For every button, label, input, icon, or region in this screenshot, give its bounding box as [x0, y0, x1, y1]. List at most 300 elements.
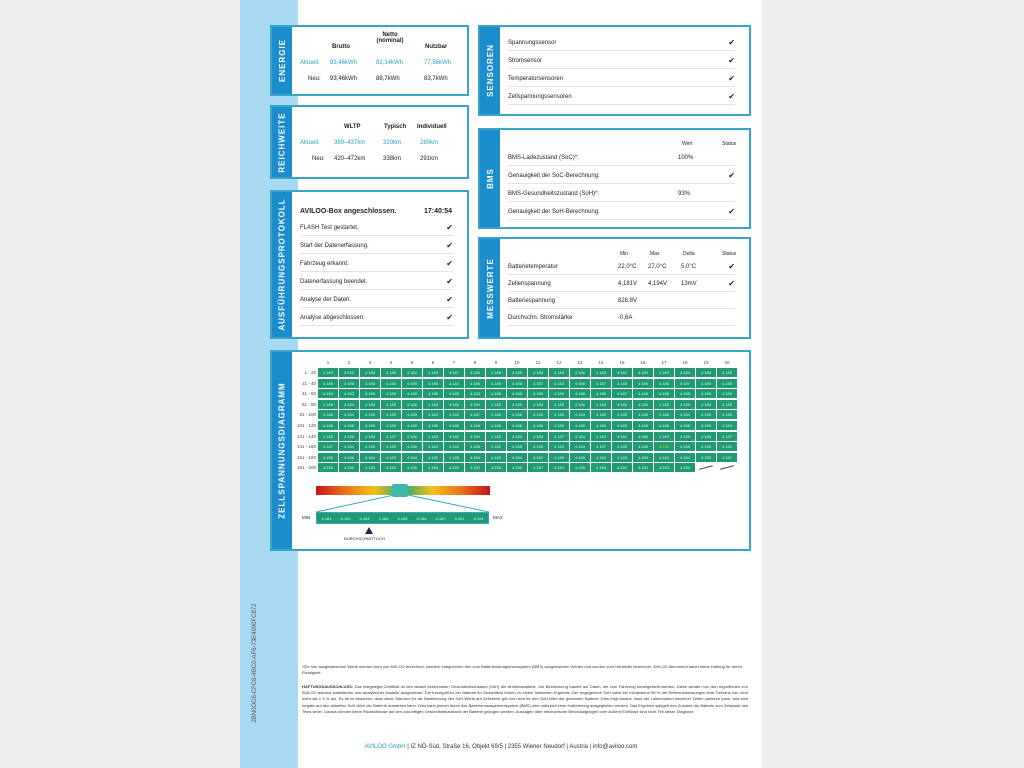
cell-voltage: 4.192: [339, 368, 359, 377]
cell-voltage: 4.186: [318, 453, 338, 462]
check-icon: ✔: [446, 313, 453, 322]
messwert-delta: 13mV: [681, 280, 697, 287]
cell-voltage: 4.185: [507, 368, 527, 377]
sensor-label: Zellspannungssensoren: [508, 93, 572, 100]
column-header: 6: [431, 360, 435, 365]
cell-voltage: 4.185: [633, 389, 653, 398]
row-label: 41 - 60: [301, 391, 316, 397]
protocol-item-label: Analyse der Daten.: [300, 296, 352, 303]
cell-voltage: 4.185: [633, 410, 653, 419]
sensor-item: [508, 89, 735, 105]
column-header: 11: [535, 360, 541, 365]
cell-voltage: 4.186: [675, 421, 695, 430]
cell-voltage: 4.185: [549, 400, 569, 409]
protocol-item-label: FLASH Test gestartet.: [300, 224, 359, 231]
cell-voltage: 4.183: [549, 442, 569, 451]
cell-voltage: 4.184: [318, 389, 338, 398]
messwert-row: [508, 310, 735, 326]
cell-voltage: 4.186: [381, 389, 401, 398]
cell-voltage: 4.183: [423, 368, 443, 377]
col-min: Min: [620, 251, 629, 257]
scale-value: 4.185: [397, 515, 408, 521]
scale-value: 4.181: [321, 515, 332, 521]
cell-voltage: 4.184: [465, 432, 485, 441]
cell-voltage: 4.185: [402, 410, 422, 419]
header: WLTP: [344, 124, 361, 130]
protokoll-box: [270, 190, 469, 339]
row-label: 61 - 80: [301, 401, 316, 407]
diagramm-label: ZELLSPANNUNGSDIAGRAMM: [277, 382, 287, 519]
cell-voltage: 4.185: [360, 400, 380, 409]
cell-voltage: 4.185: [633, 421, 653, 430]
cell-voltage: 4.186: [444, 400, 464, 409]
cell-voltage: 4.185: [633, 442, 653, 451]
energie-box: [270, 25, 469, 96]
protocol-item: [300, 274, 453, 290]
cell-voltage: 4.185: [717, 368, 737, 377]
value: 338km: [383, 156, 402, 162]
cell-voltage: 4.185: [381, 410, 401, 419]
cell-voltage: 4.185: [654, 400, 674, 409]
cell-voltage: 4.186: [612, 400, 632, 409]
cell-voltage: 4.185: [528, 368, 548, 377]
cell-voltage: 4.185: [444, 389, 464, 398]
messwerte-box: [478, 237, 751, 339]
cell-voltage: 4.185: [675, 442, 695, 451]
cell-voltage: 4.184: [339, 410, 359, 419]
protocol-item: [300, 220, 453, 236]
messwert-row: [508, 276, 735, 292]
cell-voltage: 4.183: [465, 389, 485, 398]
cell-voltage: 4.183: [612, 453, 632, 462]
cell-voltage: 4.185: [654, 421, 674, 430]
cell-voltage: 4.187: [528, 379, 548, 388]
cell-voltage: 4.186: [633, 432, 653, 441]
cell-voltage: 4.187: [675, 379, 695, 388]
cell-voltage: 4.185: [318, 421, 338, 430]
cell-voltage: 4.185: [318, 432, 338, 441]
check-icon: ✔: [728, 92, 735, 101]
cell-voltage: 4.186: [465, 421, 485, 430]
column-header: 10: [514, 360, 520, 365]
cell-voltage: 4.185: [717, 379, 737, 388]
footer-company: AVILOO GmbH: [364, 744, 406, 750]
cell-voltage: 4.185: [402, 400, 422, 409]
messwert-label: Durchschn. Stromstärke: [508, 314, 573, 321]
cell-voltage: 4.185: [591, 410, 611, 419]
check-icon: ✔: [728, 279, 735, 288]
row-label: 81 - 100: [299, 412, 316, 418]
value: 93,46kWh: [330, 60, 358, 66]
messwerte-label: MESSWERTE: [485, 257, 495, 319]
cell-voltage: 4.186: [381, 421, 401, 430]
cell-voltage: 4.187: [528, 463, 548, 472]
cell-voltage: 4.185: [570, 463, 590, 472]
cell-voltage: 4.186: [507, 379, 527, 388]
cell-voltage: 4.185: [318, 379, 338, 388]
cell-voltage: 4.185: [402, 389, 422, 398]
cell-voltage: 4.185: [444, 432, 464, 441]
cell-voltage: 4.184: [654, 453, 674, 462]
col-max: Max: [650, 251, 660, 257]
scale-value: 4.187: [435, 515, 446, 521]
cell-voltage: 4.185: [696, 389, 716, 398]
cell-voltage: 4.185: [486, 379, 506, 388]
cell-voltage: 4.183: [654, 463, 674, 472]
cell-voltage: 4.185: [675, 389, 695, 398]
protocol-item: [300, 238, 453, 254]
cell-voltage: 4.184: [402, 368, 422, 377]
scale-values: [316, 512, 489, 524]
messwert-row: [508, 259, 735, 275]
column-header: 17: [661, 360, 667, 365]
average-marker-icon: [365, 527, 373, 534]
cell-voltage: 4.181: [528, 453, 548, 462]
value: 280km: [420, 140, 439, 146]
cell-voltage: 4.185: [633, 400, 653, 409]
cell-voltage: 4.185: [360, 442, 380, 451]
cell-voltage: 4.186: [339, 379, 359, 388]
cell-voltage: 4.185: [486, 389, 506, 398]
cell-voltage: 4.184: [444, 410, 464, 419]
check-icon: ✔: [728, 171, 735, 180]
value: 389–437km: [334, 140, 366, 146]
column-header: 9: [494, 360, 498, 365]
cell-voltage: 4.185: [423, 463, 443, 472]
messwert-min: -0,6A: [618, 314, 633, 321]
cell-voltage: 4.185: [696, 410, 716, 419]
value: 320km: [383, 140, 402, 146]
protocol-item: [300, 292, 453, 308]
cell-voltage: 4.187: [444, 368, 464, 377]
messwert-label: Zellenspannung: [508, 280, 551, 287]
column-header: 1: [326, 360, 330, 365]
cell-voltage: 4.184: [444, 442, 464, 451]
footer: [240, 744, 762, 750]
cell-voltage: 4.184: [654, 432, 674, 441]
cell-voltage: 4.184: [444, 379, 464, 388]
header: Individuell: [417, 124, 447, 130]
column-header: 19: [703, 360, 709, 365]
scale-value: 4.184: [359, 515, 370, 521]
cell-voltage: 4.182: [717, 442, 737, 451]
cell-voltage: 4.185: [633, 379, 653, 388]
cell-voltage: 4.185: [612, 410, 632, 419]
cell-voltage: 4.186: [444, 421, 464, 430]
average-label: DURCHSCHNITTLICH: [344, 536, 385, 541]
cell-voltage: 4.184: [570, 410, 590, 419]
cell-voltage: 4.186: [360, 379, 380, 388]
cell-voltage: 4.185: [423, 421, 443, 430]
messwert-min: 4,181V: [618, 280, 638, 287]
cell-voltage: 4.185: [507, 389, 527, 398]
cell-voltage: 4.187: [612, 389, 632, 398]
cell-voltage: 4.185: [360, 389, 380, 398]
energie-label: ENERGIE: [277, 38, 287, 83]
cell-voltage: 4.183: [381, 453, 401, 462]
row-label: 101 - 120: [296, 423, 316, 428]
cell-voltage: 4.185: [507, 400, 527, 409]
cell-voltage: 4.186: [507, 421, 527, 430]
cell-voltage: 4.185: [591, 368, 611, 377]
row-label: 21 - 40: [301, 380, 316, 386]
messwert-min: 828,8V: [618, 297, 638, 304]
row-label: 1 - 20: [304, 370, 316, 375]
row-label: Neu:: [312, 156, 325, 162]
col-delta: Delta: [683, 251, 695, 257]
protocol-item-label: Fahrzeug erkannt.: [300, 260, 349, 267]
cell-voltage: 4.185: [507, 442, 527, 451]
cell-voltage: 4.186: [549, 389, 569, 398]
cell-voltage: 4.185: [696, 400, 716, 409]
cell-voltage: 4.185: [465, 379, 485, 388]
disclaimer-block: [302, 684, 748, 715]
cell-voltage: 4.185: [612, 421, 632, 430]
cell-voltage: 4.184: [633, 463, 653, 472]
value: 291km: [420, 156, 439, 162]
col-wert: Wert: [682, 141, 693, 147]
cell-voltage: 4.185: [465, 368, 485, 377]
cell-voltage: 4.185: [696, 442, 716, 451]
cell-voltage: 4.185: [528, 389, 548, 398]
sensoren-label: SENSOREN: [485, 44, 495, 97]
messwert-max: 4,194V: [648, 280, 668, 287]
cell-voltage: 4.185: [570, 421, 590, 430]
sensoren-box: [478, 25, 751, 116]
check-icon: ✔: [728, 38, 735, 47]
sensor-item: [508, 53, 735, 69]
reichweite-label: REICHWEITE: [277, 111, 287, 173]
cell-voltage: 4.185: [549, 453, 569, 462]
cell-voltage: 4.185: [360, 368, 380, 377]
column-header: 16: [640, 360, 646, 365]
row-label: 181 - 200: [296, 465, 316, 471]
cell-voltage: 4.186: [402, 442, 422, 451]
value: 88,7kWh: [376, 76, 400, 82]
cell-voltage: 4.185: [486, 421, 506, 430]
cell-voltage: 4.187: [591, 442, 611, 451]
row-label: Aktuell:: [300, 140, 320, 146]
cell-voltage: 4.184: [465, 400, 485, 409]
cell-voltage: 4.185: [444, 463, 464, 472]
cell-voltage: 4.185: [675, 432, 695, 441]
cell-voltage: 4.184: [318, 368, 338, 377]
row-label: 121 - 140: [296, 433, 316, 439]
cell-voltage: 4.185: [402, 421, 422, 430]
cell-voltage: 4.186: [423, 400, 443, 409]
cell-voltage: 4.185: [444, 453, 464, 462]
column-header: 18: [682, 360, 688, 365]
check-icon: ✔: [446, 277, 453, 286]
cell-voltage: 4.184: [423, 410, 443, 419]
cell-voltage: 4.185: [486, 463, 506, 472]
scale-value: 4.194: [473, 515, 484, 521]
bms-row-label: Genauigkeit der SoC-Berechnung:: [508, 172, 600, 179]
cell-voltage: 4.187: [318, 442, 338, 451]
bms-row-label: Genauigkeit der SoH-Berechnung:: [508, 208, 600, 215]
cell-voltage: 4.186: [570, 368, 590, 377]
col-status: Status: [722, 251, 737, 257]
cell-voltage: 4.185: [423, 453, 443, 462]
column-header: 12: [556, 360, 562, 365]
bms-row-value: 93%: [678, 190, 691, 197]
cell-voltage: 4.184: [570, 432, 590, 441]
cell-voltage: 4.186: [654, 389, 674, 398]
row-label: Neu:: [308, 76, 321, 82]
bms-row-value: 100%: [678, 154, 694, 161]
cell-voltage: 4.184: [675, 463, 695, 472]
cell-voltage: 4.184: [402, 453, 422, 462]
bms-label: BMS: [485, 168, 495, 189]
check-icon: ✔: [728, 262, 735, 271]
cell-voltage: 4.185: [549, 421, 569, 430]
cell-voltage: 4.186: [465, 442, 485, 451]
cell-voltage: 4.183: [465, 463, 485, 472]
cell-voltage: 4.184: [675, 453, 695, 462]
cell-voltage: 4.185: [381, 400, 401, 409]
cell-voltage: 4.185: [423, 432, 443, 441]
cell-voltage: 4.185: [423, 389, 443, 398]
cell-voltage: 4.186: [339, 432, 359, 441]
cell-voltage: 4.185: [381, 442, 401, 451]
protokoll-time: 17:40:54: [424, 208, 453, 215]
bms-row: [508, 186, 735, 202]
cell-voltage: 4.186: [339, 421, 359, 430]
bms-row: [508, 150, 735, 166]
disclaimer-title: HAFTUNGSAUSSCHLUSS:: [302, 684, 354, 689]
cell-voltage: 4.184: [591, 421, 611, 430]
row-label: 161 - 180: [296, 454, 316, 460]
header-netto: Netto (nominal): [376, 32, 404, 44]
messwert-label: Batteriespannung: [508, 297, 556, 304]
cell-voltage: 4.186: [654, 410, 674, 419]
cell-voltage: 4.186: [507, 410, 527, 419]
header: Typisch: [384, 124, 407, 130]
cell-voltage: 4.185: [486, 432, 506, 441]
cell-voltage: 4.184: [717, 421, 737, 430]
cell-voltage: 4.183: [696, 453, 716, 462]
cell-voltage: 4.185: [486, 442, 506, 451]
cell-voltage: 4.186: [318, 463, 338, 472]
sensor-item: [508, 71, 735, 87]
column-header: 2: [347, 360, 351, 365]
check-icon: ✔: [446, 295, 453, 304]
cell-voltage: 4.182: [612, 368, 632, 377]
cell-voltage: 4.186: [570, 389, 590, 398]
cell-voltage: 4.186: [402, 463, 422, 472]
column-header: 15: [619, 360, 625, 365]
cell-voltage: 4.184: [612, 463, 632, 472]
messwert-min: 22,0°C: [618, 263, 637, 270]
cell-voltage: 4.185: [675, 400, 695, 409]
cell-voltage: 4.184: [591, 432, 611, 441]
bms-row-label: BMS-Ladezustand (SoC)*:: [508, 154, 579, 161]
cell-voltage: 4.184: [591, 453, 611, 462]
cell-voltage: 4.187: [549, 432, 569, 441]
scale-value: 4.185: [378, 515, 389, 521]
column-header: 14: [598, 360, 604, 365]
check-icon: ✔: [446, 223, 453, 232]
cell-voltage: 4.194: [654, 442, 674, 451]
cell-voltage: 4.184: [423, 442, 443, 451]
cell-voltage: 4.185: [612, 379, 632, 388]
cell-voltage: 4.185: [360, 463, 380, 472]
reichweite-box: [270, 105, 469, 179]
check-icon: ✔: [728, 74, 735, 83]
cell-voltage: 4.185: [360, 432, 380, 441]
cell-voltage: 4.186: [696, 368, 716, 377]
cell-voltage: 4.186: [549, 410, 569, 419]
cell-voltage: 4.184: [570, 442, 590, 451]
cell-voltage: 4.185: [528, 400, 548, 409]
column-header: 8: [473, 360, 477, 365]
protokoll-title: AVILOO-Box angeschlossen.: [300, 208, 397, 215]
cell-voltage: 4.185: [528, 442, 548, 451]
cell-voltage: 4.184: [654, 368, 674, 377]
protocol-item: [300, 310, 453, 326]
cell-voltage: 4.184: [465, 453, 485, 462]
cell-voltage: 4.184: [549, 368, 569, 377]
cell-voltage: 4.184: [360, 453, 380, 462]
protocol-item-label: Start der Datenerfassung.: [300, 242, 369, 249]
protocol-item-label: Analyse abgeschlossen.: [300, 314, 365, 321]
cell-voltage: 4.186: [528, 410, 548, 419]
value: 77,56kWh: [424, 60, 452, 66]
cell-voltage: 4.184: [633, 453, 653, 462]
cell-voltage: 4.186: [423, 379, 443, 388]
cell-voltage: 4.186: [717, 410, 737, 419]
cell-voltage: 4.186: [717, 389, 737, 398]
cell-voltage: 4.185: [402, 379, 422, 388]
zoom-lines: [316, 495, 490, 513]
cell-voltage: 4.185: [696, 421, 716, 430]
cell-voltage: 4.186: [486, 410, 506, 419]
document-id: 2BN0OC6-CFC6-4BC0-AF6-73E4990FC872: [252, 603, 258, 723]
cell-voltage: 4.183: [633, 368, 653, 377]
cell-voltage: 4.186: [570, 400, 590, 409]
check-icon: ✔: [728, 207, 735, 216]
cell-voltage: 4.185: [591, 463, 611, 472]
cell-voltage: 4.185: [612, 442, 632, 451]
cell-voltage: 4.186: [318, 410, 338, 419]
cell-voltage: 4.187: [717, 453, 737, 462]
min-label: MIN: [302, 515, 311, 520]
cell-voltage: 4.186: [381, 379, 401, 388]
column-header: 7: [452, 360, 456, 365]
value: 83,7kWh: [424, 76, 448, 82]
cell-voltage: 4.185: [507, 463, 527, 472]
cell-voltage: 4.184: [528, 432, 548, 441]
cell-voltage: 4.187: [465, 410, 485, 419]
cell-voltage: 4.186: [339, 453, 359, 462]
messwert-max: 27,0°C: [648, 263, 667, 270]
cell-voltage: 4.185: [360, 410, 380, 419]
sensor-label: Spannungssensor: [508, 39, 557, 46]
cell-voltage: 4.184: [507, 432, 527, 441]
messwert-label: Batterietemperatur: [508, 263, 558, 270]
column-header: 13: [577, 360, 583, 365]
cell-voltage: 4.185: [717, 400, 737, 409]
cell-voltage: 4.185: [360, 421, 380, 430]
cell-voltage: 4.184: [675, 410, 695, 419]
protokoll-label: AUSFÜHRUNGSPROTOKOLL: [277, 198, 287, 331]
cell-voltage: 4.184: [675, 368, 695, 377]
cell-voltage: 4.184: [507, 453, 527, 462]
header-nutzbar: Nutzbar: [425, 44, 448, 50]
cell-voltage: 4.184: [339, 442, 359, 451]
column-header: 20: [724, 360, 730, 365]
column-header: 5: [410, 360, 414, 365]
